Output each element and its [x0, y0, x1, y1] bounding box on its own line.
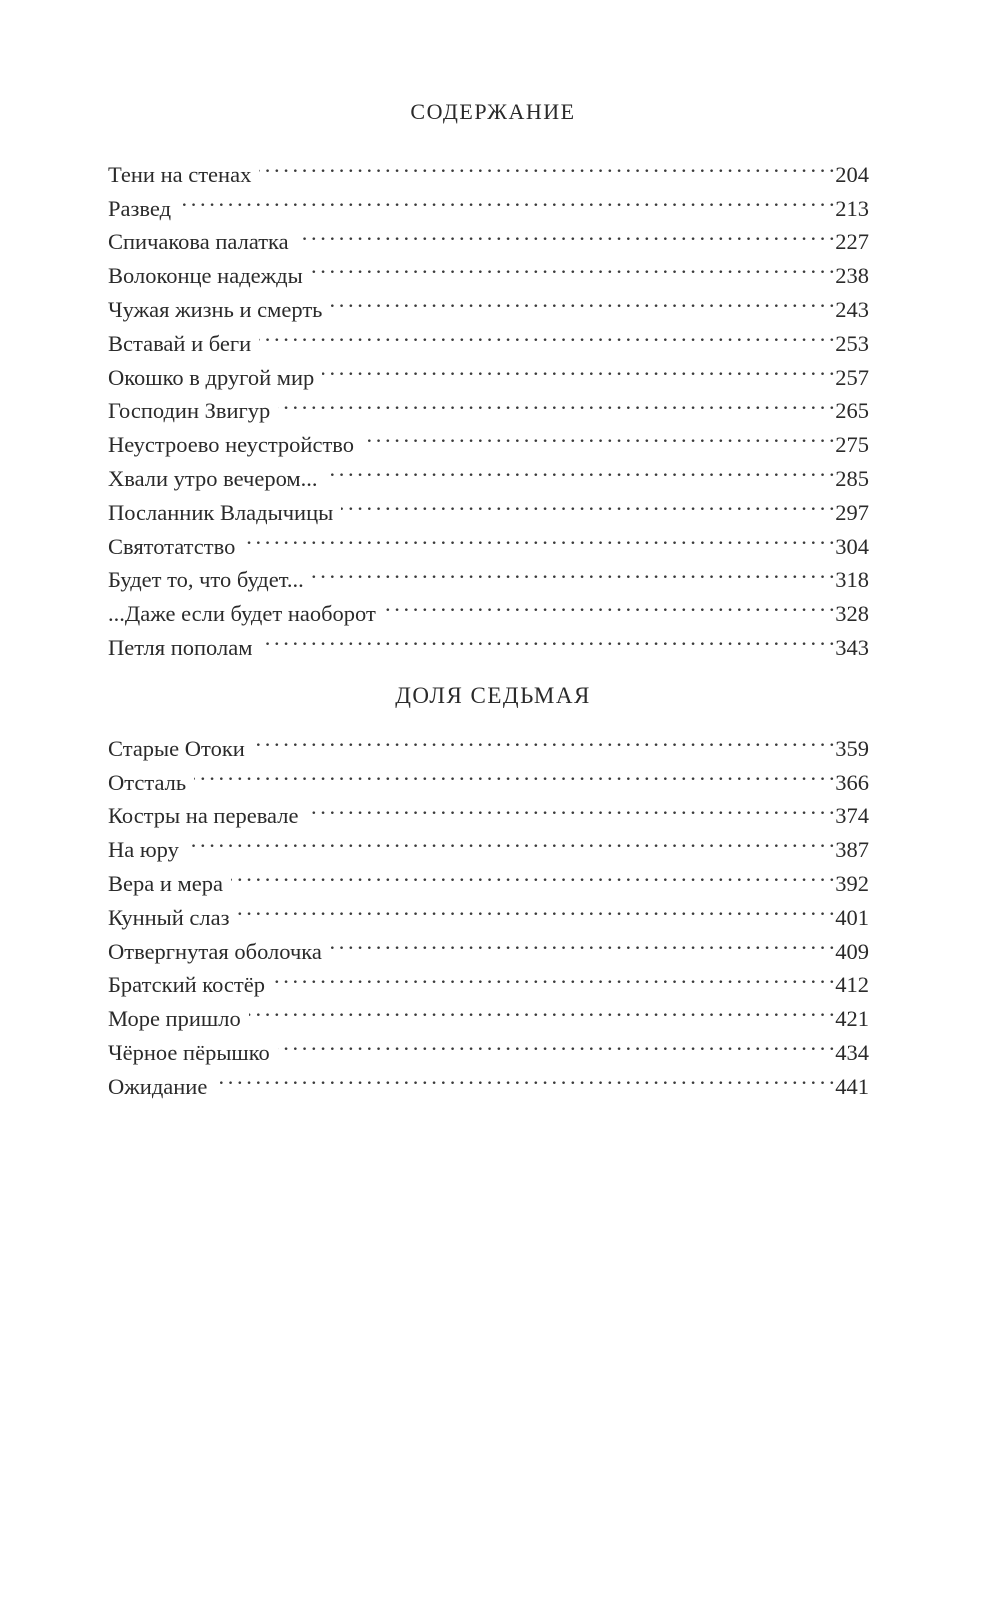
dot-leader: [194, 756, 834, 790]
toc-entry-page: 297: [835, 499, 869, 525]
toc-entry-title: Кунный слаз: [108, 904, 230, 930]
toc-entry-title: Вставай и беги: [108, 330, 252, 356]
dot-leader: [249, 992, 835, 1026]
toc-entry[interactable]: [108, 790, 869, 829]
dot-leader: [311, 249, 835, 283]
toc-entry-page: 204: [835, 161, 869, 187]
toc-entry-page: 412: [835, 972, 869, 998]
toc-entry-page: 387: [835, 837, 869, 863]
toc-entry-page: 265: [835, 398, 869, 424]
dot-leader: [179, 182, 834, 216]
part-seven-heading: ДОЛЯ СЕДЬМАЯ: [395, 683, 591, 708]
toc-entry-title: Братский костёр: [108, 972, 265, 998]
toc-entry-title: ...Даже если будет наоборот: [108, 601, 376, 627]
toc-entry-page: 243: [835, 296, 869, 322]
dot-leader: [384, 587, 834, 621]
toc-entry-title: Ожидание: [108, 1073, 208, 1099]
dot-leader: [306, 790, 834, 824]
dot-leader: [312, 554, 835, 588]
toc-entry-title: Вера и мера: [108, 870, 223, 896]
toc-entry-title: Посланник Владычицы: [108, 499, 334, 525]
dot-leader: [238, 891, 835, 925]
toc-entry-page: 257: [835, 364, 869, 390]
toc-entry-title: Костры на перевале: [108, 803, 299, 829]
toc-entry-page: 366: [835, 769, 869, 795]
toc-entry-title: Чужая жизнь и смерть: [108, 296, 323, 322]
dot-leader: [259, 148, 834, 182]
dot-leader: [259, 317, 834, 351]
toc-entry-page: 421: [835, 1006, 869, 1032]
toc-entry[interactable]: [108, 182, 869, 221]
toc-entry-title: Окошко в другой мир: [108, 364, 315, 390]
toc-entry-title: Волоконце надежды: [108, 263, 303, 289]
dot-leader: [278, 1026, 834, 1060]
toc-entry-title: Хвали утро вечером...: [108, 465, 318, 491]
toc-entry-page: 318: [835, 567, 869, 593]
toc-entry-title: Петля пополам: [108, 634, 253, 660]
dot-leader: [330, 283, 834, 317]
toc-entry-title: Тени на стенах: [108, 161, 252, 187]
toc-entry-title: На юру: [108, 837, 179, 863]
toc-entry-title: Море пришло: [108, 1006, 241, 1032]
toc-entry[interactable]: [108, 216, 869, 255]
contents-list: [108, 148, 869, 660]
toc-entry-page: 434: [835, 1039, 869, 1065]
toc-entry-page: 374: [835, 803, 869, 829]
dot-leader: [231, 857, 834, 891]
toc-entry-page: 401: [835, 904, 869, 930]
dot-leader: [215, 1060, 834, 1094]
toc-entry-page: 328: [835, 601, 869, 627]
toc-entry-title: Неустроево неустройство: [108, 432, 355, 458]
toc-entry-page: 238: [835, 263, 869, 289]
toc-entry[interactable]: [108, 1060, 869, 1099]
toc-entry-page: 343: [835, 634, 869, 660]
toc-entry-page: 253: [835, 330, 869, 356]
part-seven-list: [108, 722, 869, 1099]
toc-entry-page: 359: [835, 735, 869, 761]
toc-entry[interactable]: [108, 857, 869, 896]
toc-entry-title: Отсталь: [108, 769, 187, 795]
dot-leader: [253, 722, 834, 756]
toc-entry[interactable]: [108, 148, 869, 187]
toc-entry-page: 213: [835, 195, 869, 221]
dot-leader: [278, 385, 834, 419]
dot-leader: [341, 486, 834, 520]
toc-entry-page: 392: [835, 870, 869, 896]
dot-leader: [322, 351, 834, 385]
toc-entry-title: Будет то, что будет...: [108, 567, 304, 593]
toc-entry-page: 275: [835, 432, 869, 458]
toc-entry-title: Святотатство: [108, 533, 236, 559]
contents-heading: СОДЕРЖАНИЕ: [410, 99, 576, 124]
toc-entry-title: Развед: [108, 195, 172, 221]
toc-entry[interactable]: [108, 823, 869, 863]
toc-entry-page: 285: [835, 465, 869, 491]
toc-entry-title: Отвергнутая оболочка: [108, 938, 322, 964]
toc-entry-page: 227: [835, 229, 869, 255]
dot-leader: [362, 418, 834, 452]
dot-leader: [187, 823, 834, 857]
dot-leader: [273, 959, 834, 993]
toc-entry-title: Спичакова палатка: [108, 229, 289, 255]
toc-entry-page: 409: [835, 938, 869, 964]
dot-leader: [243, 520, 834, 554]
toc-entry[interactable]: [108, 756, 869, 795]
dot-leader: [326, 452, 835, 486]
toc-entry-title: Господин Звигур: [108, 398, 271, 424]
toc-entry-page: 304: [835, 533, 869, 559]
toc-entry-title: Старые Отоки: [108, 735, 245, 761]
toc-entry[interactable]: [108, 722, 869, 761]
dot-leader: [330, 925, 834, 959]
dot-leader: [297, 216, 835, 250]
toc-entry-title: Чёрное пёрышко: [108, 1039, 270, 1065]
toc-entry-page: 441: [835, 1073, 869, 1099]
dot-leader: [260, 621, 834, 655]
